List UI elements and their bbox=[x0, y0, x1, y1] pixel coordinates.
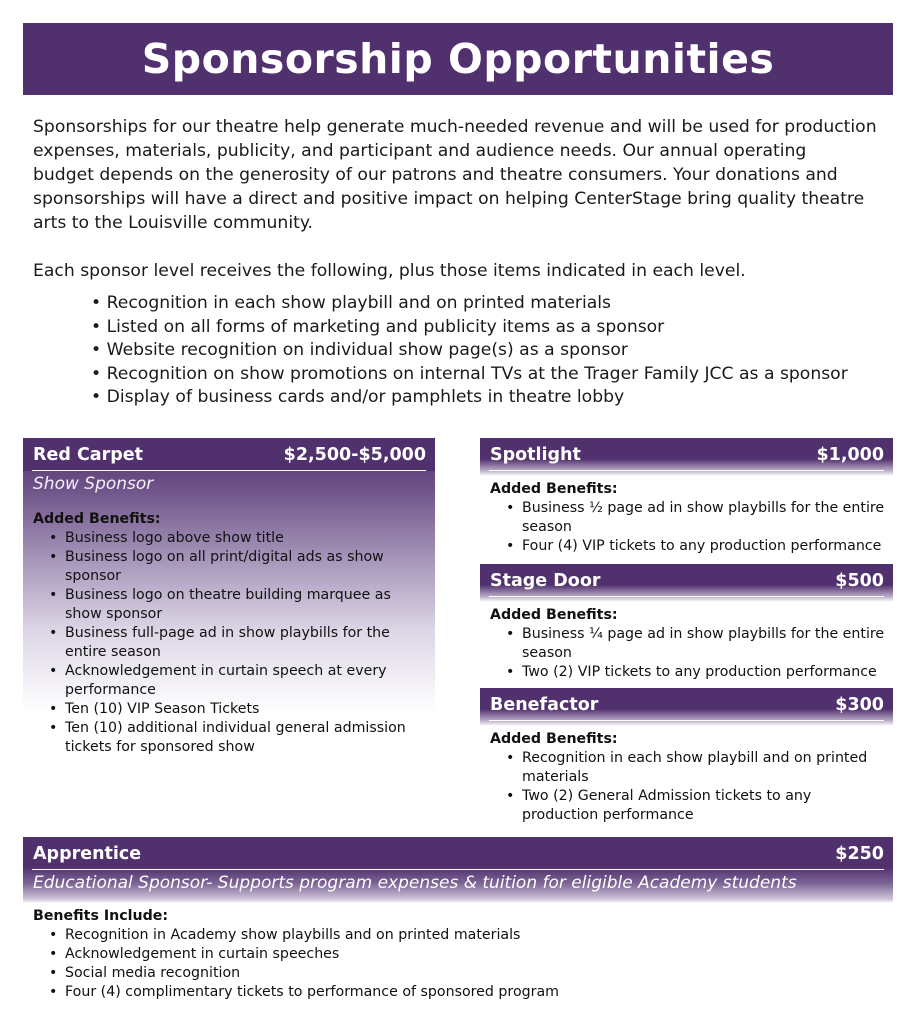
levels-note: Each sponsor level receives the following, plus those items indicated in each level. bbox=[33, 261, 746, 281]
tier-header bbox=[23, 837, 893, 870]
benefit-item: • Business logo on theatre building marquee as show sponsor bbox=[49, 586, 409, 624]
perks-list bbox=[91, 292, 888, 410]
tier-price: $2,500-$5,000 bbox=[283, 444, 426, 465]
perk-item: • Website recognition on individual show page(s) as a sponsor bbox=[91, 339, 888, 363]
perk-item: • Listed on all forms of marketing and publicity items as a sponsor bbox=[91, 316, 888, 340]
tier-header bbox=[480, 564, 893, 597]
perk-item: • Recognition in each show playbill and on printed materials bbox=[91, 292, 888, 316]
benefit-item: • Business ½ page ad in show playbills for the entire season bbox=[506, 499, 896, 537]
perk-item: • Recognition on show promotions on internal TVs at the Trager Family JCC as a sponsor bbox=[91, 363, 888, 387]
benefits-label: Benefits Include: bbox=[33, 908, 169, 924]
intro-section bbox=[33, 115, 888, 410]
benefits-label: Added Benefits: bbox=[490, 481, 618, 497]
benefit-item: • Acknowledgement in curtain speech at every performance bbox=[49, 662, 409, 700]
benefit-item: • Recognition in Academy show playbills and on printed materials bbox=[49, 926, 893, 945]
tier-price: $300 bbox=[835, 694, 884, 715]
benefit-item: • Business logo on all print/digital ads as show sponsor bbox=[49, 548, 409, 586]
benefit-item: • Social media recognition bbox=[49, 964, 893, 983]
benefit-item: • Acknowledgement in curtain speeches bbox=[49, 945, 893, 964]
tier-benefits bbox=[23, 501, 435, 757]
intro-paragraph: Sponsorships for our theatre help generate much-needed revenue and will be used for production expenses, materials, publicity, and participant and audience needs. Our annual operating budget depends on the generosity of our patrons and theatre consumers. Your donations and sponsorships will have a direct and positive impact on helping CenterStage bring quality theatre arts to the Louisville community. bbox=[33, 117, 877, 233]
benefit-item: • Two (2) General Admission tickets to any production performance bbox=[506, 787, 886, 825]
benefit-item: • Two (2) VIP tickets to any production performance bbox=[506, 663, 896, 682]
benefit-item: • Ten (10) VIP Season Tickets bbox=[49, 700, 409, 719]
apprentice-tier bbox=[23, 837, 893, 1002]
tier-name: Red Carpet bbox=[33, 444, 144, 465]
page-title: Sponsorship Opportunities bbox=[141, 35, 775, 83]
tier-header bbox=[23, 438, 435, 471]
benefits-label: Added Benefits: bbox=[490, 607, 618, 623]
benefit-item: • Ten (10) additional individual general admission tickets for sponsored show bbox=[49, 719, 409, 757]
tier-benefits bbox=[480, 602, 893, 682]
tier-name: Stage Door bbox=[490, 570, 601, 591]
perk-item: • Display of business cards and/or pamphlets in theatre lobby bbox=[91, 386, 888, 410]
benefactor-tier bbox=[480, 688, 893, 825]
benefit-item: • Recognition in each show playbill and on printed materials bbox=[506, 749, 886, 787]
benefits-label: Added Benefits: bbox=[490, 731, 618, 747]
tier-name: Apprentice bbox=[33, 843, 142, 864]
tier-subtitle: Show Sponsor bbox=[33, 474, 154, 494]
benefits-label: Added Benefits: bbox=[33, 511, 161, 527]
benefit-item: • Business ¼ page ad in show playbills for the entire season bbox=[506, 625, 896, 663]
tier-name: Spotlight bbox=[490, 444, 581, 465]
tier-price: $250 bbox=[835, 843, 884, 864]
benefit-item: • Business logo above show title bbox=[49, 529, 409, 548]
tier-name: Benefactor bbox=[490, 694, 599, 715]
title-banner bbox=[23, 23, 893, 95]
stage-door-tier bbox=[480, 564, 893, 682]
tier-price: $500 bbox=[835, 570, 884, 591]
benefit-item: • Four (4) VIP tickets to any production performance bbox=[506, 537, 896, 556]
tier-header bbox=[480, 438, 893, 471]
tier-subtitle: Educational Sponsor- Supports program expenses & tuition for eligible Academy students bbox=[33, 873, 797, 893]
tier-benefits bbox=[480, 476, 893, 556]
tier-price: $1,000 bbox=[816, 444, 884, 465]
red-carpet-tier bbox=[23, 438, 435, 755]
spotlight-tier bbox=[480, 438, 893, 556]
benefit-item: • Four (4) complimentary tickets to performance of sponsored program bbox=[49, 983, 893, 1002]
benefit-item: • Business full-page ad in show playbills for the entire season bbox=[49, 624, 409, 662]
tier-header bbox=[480, 688, 893, 721]
tier-benefits bbox=[23, 903, 893, 1002]
tier-benefits bbox=[480, 726, 893, 825]
